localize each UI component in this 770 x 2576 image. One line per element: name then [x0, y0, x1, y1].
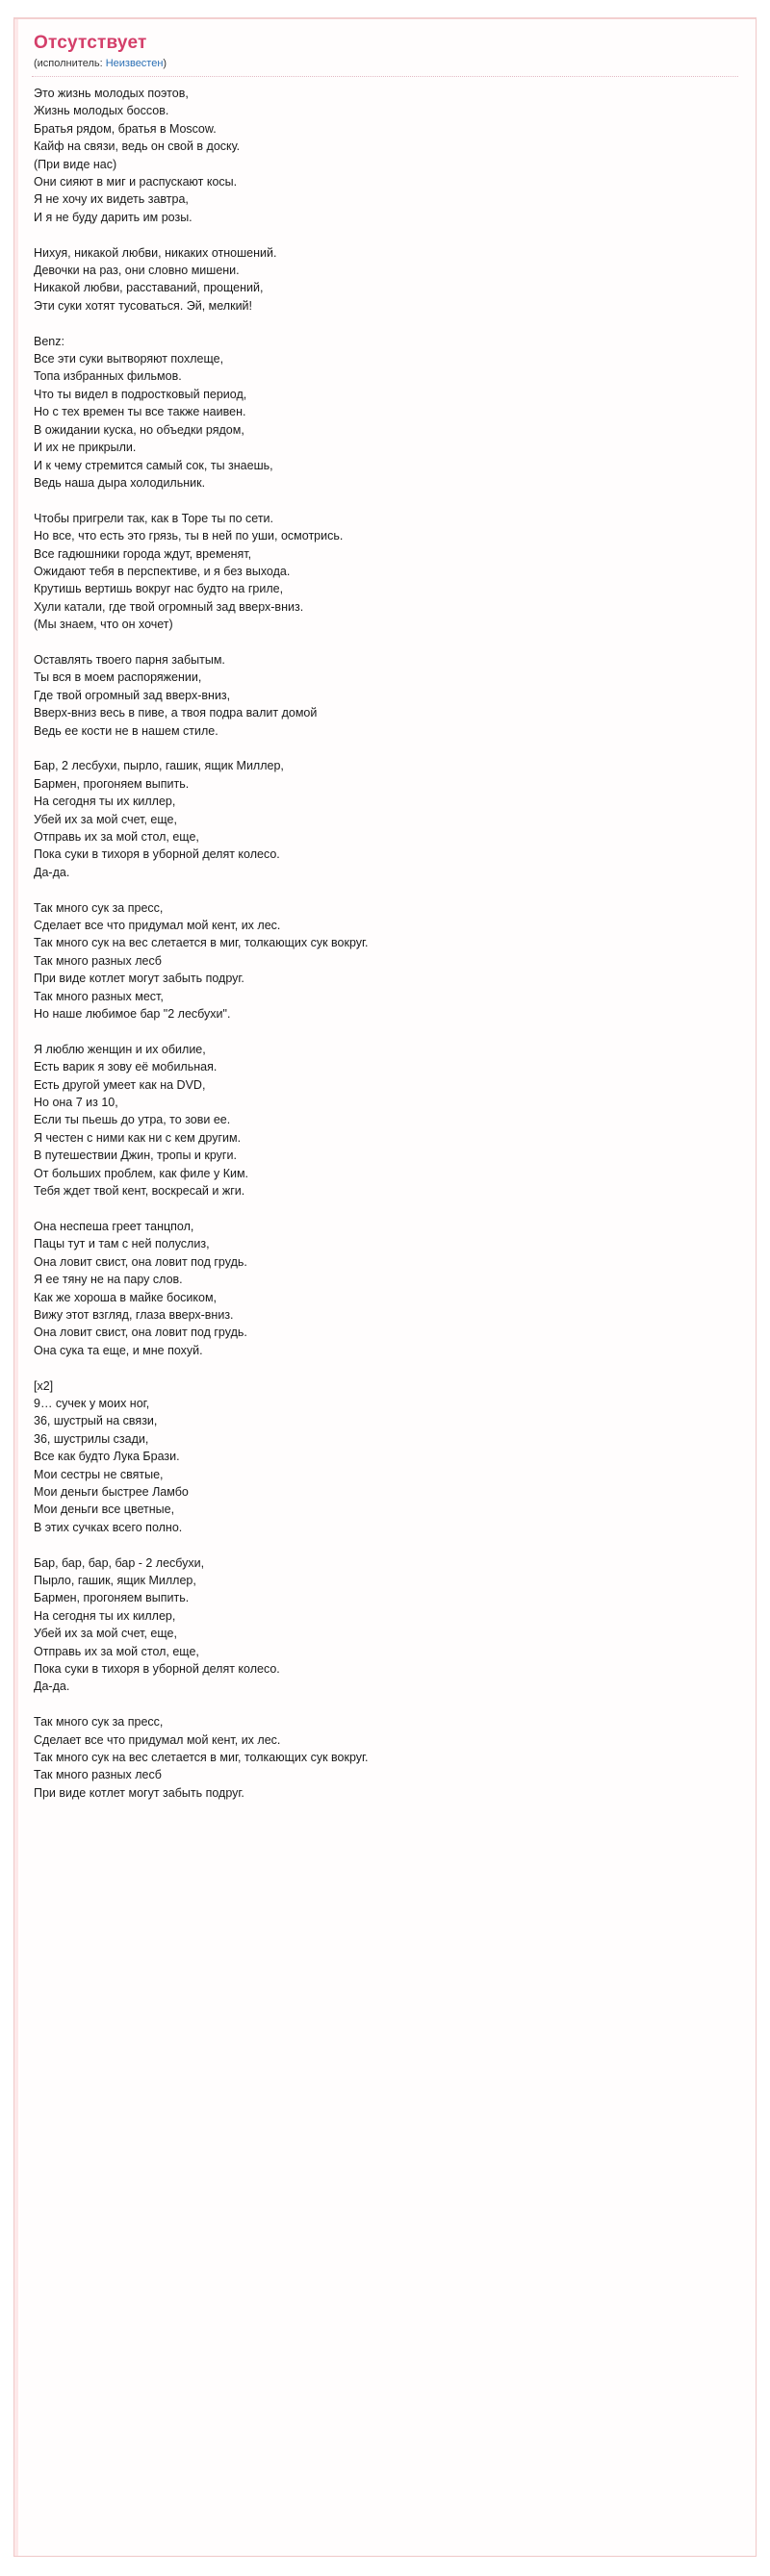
lyrics-line: Бар, 2 лесбухи, пырло, гашик, ящик Миллер, [34, 759, 284, 773]
lyrics-line: При виде котлет могут забыть подруг. [34, 1785, 244, 1800]
lyrics-line: Она неспеша греет танцпол, [34, 1219, 194, 1233]
lyrics-line: Я не хочу их видеть завтра, [34, 192, 189, 207]
lyrics-line: Тебя ждет твой кент, воскресай и жги. [34, 1184, 245, 1199]
lyrics-line: Крутишь вертишь вокруг нас будто на гриле, [34, 582, 284, 596]
lyrics-line: Хули катали, где твой огромный зад вверх-вниз. [34, 599, 304, 614]
lyrics-line: Так много сук на вес слетается в миг, толкающих сук вокруг. [34, 1751, 369, 1765]
page-right-margin [757, 0, 770, 2576]
performer-link[interactable]: Неизвестен [105, 58, 164, 69]
lyrics-line: На сегодня ты их киллер, [34, 1608, 176, 1623]
lyrics-line: В этих сучках всего полно. [34, 1520, 183, 1534]
lyrics-line: Я ее тяну не на пару слов. [34, 1273, 183, 1287]
lyrics-line: [x2] [34, 1378, 54, 1393]
lyrics-line: 36, шустрый на связи, [34, 1414, 158, 1428]
lyrics-line: Но наше любимое бар "2 лесбухи". [34, 1007, 231, 1022]
lyrics-line: Но она 7 из 10, [34, 1096, 118, 1110]
lyrics-line: Братья рядом, братья в Moscow. [34, 121, 217, 136]
lyrics-line: Есть другой умеет как на DVD, [34, 1077, 206, 1092]
lyrics-line: Никакой любви, расставаний, прощений, [34, 281, 264, 295]
lyrics-line: Но все, что есть это грязь, ты в ней по уши, осмотрись. [34, 529, 344, 543]
lyrics-line: Бар, бар, бар, бар - 2 лесбухи, [34, 1555, 205, 1570]
lyrics-stanza [34, 510, 738, 634]
lyrics-stanza [34, 244, 738, 316]
performer-line [34, 57, 738, 70]
lyrics-line: Так много разных лесб [34, 953, 162, 968]
lyrics-line: Вверх-вниз весь в пиве, а твоя подра валит домой [34, 706, 318, 720]
lyrics-line: При виде котлет могут забыть подруг. [34, 972, 244, 986]
lyrics-line: Бармен, прогоняем выпить. [34, 1591, 190, 1605]
lyrics-line: Отправь их за мой стол, еще, [34, 829, 199, 844]
lyrics-stanza [34, 1713, 738, 1802]
lyrics-line: Это жизнь молодых поэтов, [34, 87, 189, 100]
lyrics-line: Она сука та еще, и мне похуй. [34, 1343, 203, 1357]
lyrics-line: От больших проблем, как филе у Ким. [34, 1166, 249, 1180]
lyrics-line: Девочки на раз, они словно мишени. [34, 264, 240, 278]
lyrics-line: Так много сук за пресс, [34, 1715, 164, 1730]
lyrics-stanza [34, 651, 738, 740]
lyrics-line: Что ты видел в подростковый период, [34, 387, 247, 401]
lyrics-line: Да-да. [34, 865, 70, 879]
lyrics-body [34, 85, 738, 1802]
lyrics-line: Все эти суки вытворяют похлеще, [34, 352, 224, 366]
lyrics-line: Сделает все что придумал мой кент, их лес. [34, 919, 281, 932]
lyrics-line: Но с тех времен ты все также наивен. [34, 405, 246, 419]
lyrics-line: Где твой огромный зад вверх-вниз, [34, 688, 231, 702]
lyrics-line: Мои деньги все цветные, [34, 1503, 175, 1517]
lyrics-line: Жизнь молодых боссов. [34, 104, 169, 118]
lyrics-line: 9… сучек у моих ног, [34, 1396, 150, 1410]
lyrics-stanza [34, 333, 738, 492]
lyrics-line: Она ловит свист, она ловит под грудь. [34, 1254, 247, 1269]
lyrics-line: Есть варик я зову её мобильная. [34, 1060, 218, 1074]
lyrics-line: Нихуя, никакой любви, никаких отношений. [34, 245, 277, 260]
lyrics-line: Как же хороша в майке босиком, [34, 1290, 218, 1304]
performer-prefix: (исполнитель: [34, 58, 106, 69]
lyrics-line: Пока суки в тихоря в уборной делят колесо. [34, 1662, 280, 1676]
lyrics-line: Ведь ее кости не в нашем стиле. [34, 723, 218, 738]
lyrics-line: Так много сук на вес слетается в миг, толкающих сук вокруг. [34, 936, 369, 950]
lyrics-line: Да-да. [34, 1679, 70, 1694]
lyrics-line: Ты вся в моем распоряжении, [34, 670, 202, 685]
lyrics-line: 36, шустрилы сзади, [34, 1431, 149, 1446]
lyrics-line: Мои деньги быстрее Ламбо [34, 1484, 189, 1499]
lyrics-line: Она ловит свист, она ловит под грудь. [34, 1326, 247, 1340]
lyrics-line: Benz: [34, 334, 64, 348]
lyrics-line: Кайф на связи, ведь он свой в доску. [34, 139, 241, 154]
lyrics-line: Вижу этот взгляд, глаза вверх-вниз. [34, 1307, 234, 1322]
lyrics-line: Ведь наша дыра холодильник. [34, 475, 206, 490]
lyrics-stanza [34, 1041, 738, 1200]
lyrics-line: Пырло, гашик, ящик Миллер, [34, 1573, 196, 1587]
lyrics-line: Так много разных лесб [34, 1768, 162, 1782]
lyrics-line: И к чему стремится самый сок, ты знаешь, [34, 458, 273, 472]
lyrics-line: Убей их за мой счет, еще, [34, 812, 177, 826]
lyrics-line: Чтобы пригрели так, как в Торе ты по сети. [34, 511, 274, 525]
lyrics-line: (Мы знаем, что он хочет) [34, 618, 173, 632]
lyrics-line: Эти суки хотят тусоваться. Эй, мелкий! [34, 298, 253, 313]
lyrics-stanza [34, 1377, 738, 1537]
lyrics-line: Оставлять твоего парня забытым. [34, 652, 225, 667]
header-divider [32, 76, 738, 77]
lyrics-stanza [34, 757, 738, 881]
lyrics-line: Так много разных мест, [34, 989, 164, 1003]
lyrics-line: На сегодня ты их киллер, [34, 795, 176, 809]
lyrics-line: Если ты пьешь до утра, то зови ее. [34, 1113, 231, 1127]
lyrics-line: Бармен, прогоняем выпить. [34, 776, 190, 791]
lyrics-line: Мои сестры не святые, [34, 1467, 164, 1481]
lyrics-line: Я честен с ними как ни с кем другим. [34, 1130, 242, 1145]
lyrics-line: Я люблю женщин и их обилие, [34, 1042, 206, 1056]
lyrics-line: И я не буду дарить им розы. [34, 210, 192, 224]
lyrics-line: Ожидают тебя в перспективе, и я без выхода. [34, 564, 291, 578]
lyrics-line: (При виде нас) [34, 157, 117, 171]
lyrics-line: В путешествии Джин, тропы и круги. [34, 1149, 237, 1163]
lyrics-line: Они сияют в миг и распускают косы. [34, 175, 238, 189]
lyrics-line: Топа избранных фильмов. [34, 369, 182, 384]
lyrics-stanza [34, 85, 738, 226]
lyrics-line: Пока суки в тихоря в уборной делят колесо. [34, 847, 280, 862]
lyrics-sheet [13, 17, 757, 2557]
lyrics-line: В ожидании куска, но объедки рядом, [34, 422, 244, 437]
lyrics-line: Так много сук за пресс, [34, 900, 164, 915]
lyrics-stanza [34, 1554, 738, 1696]
lyrics-stanza [34, 1218, 738, 1359]
lyrics-line: Пацы тут и там с ней полуслиз, [34, 1237, 210, 1251]
lyrics-stanza [34, 899, 738, 1023]
lyrics-line: Все гадюшники города ждут, временят, [34, 546, 252, 561]
lyrics-line: Убей их за мой счет, еще, [34, 1627, 177, 1641]
lyrics-line: Все как будто Лука Брази. [34, 1450, 180, 1464]
lyrics-line: Сделает все что придумал мой кент, их лес. [34, 1732, 281, 1747]
performer-suffix: ) [163, 58, 167, 69]
page-title: Отсутствует [34, 33, 147, 53]
lyrics-line: И их не прикрыли. [34, 441, 137, 455]
lyrics-line: Отправь их за мой стол, еще, [34, 1644, 199, 1658]
